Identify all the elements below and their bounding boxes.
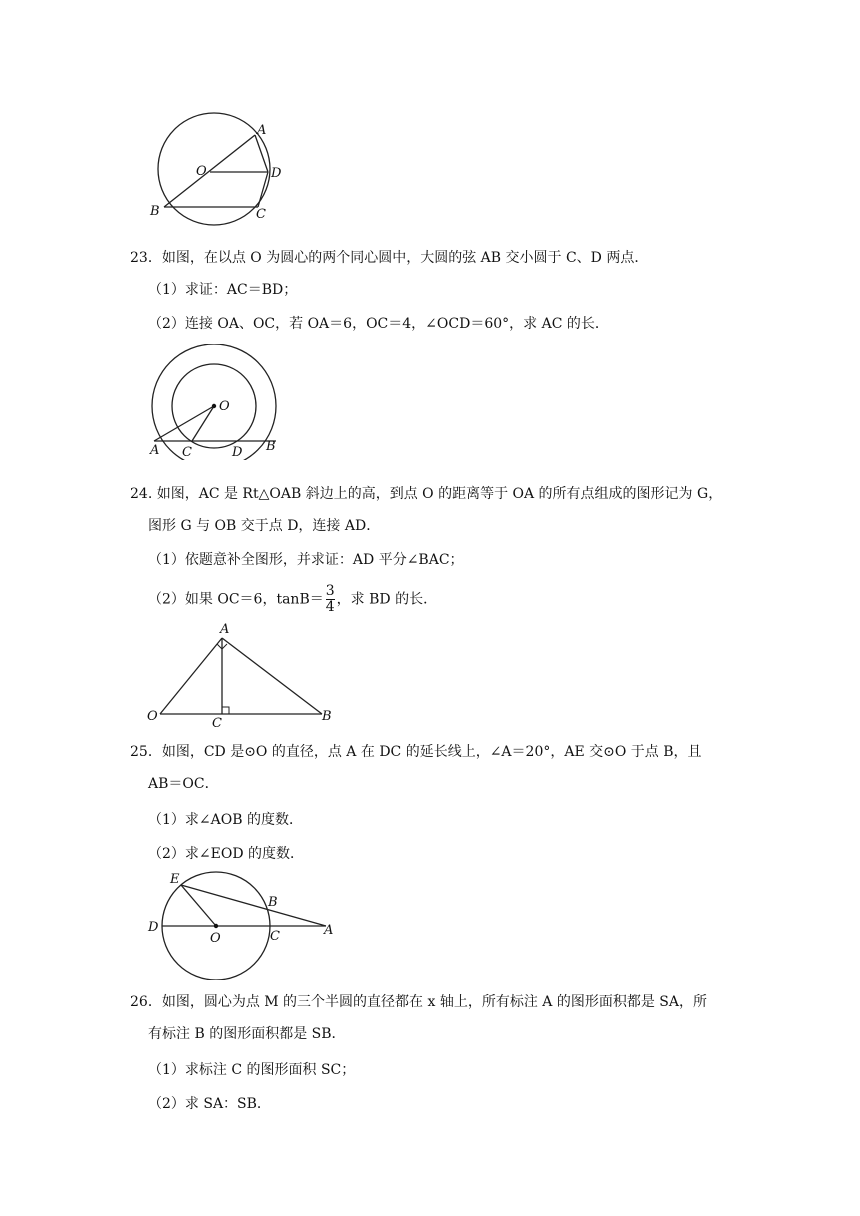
- fraction: [326, 584, 335, 615]
- label-a: A: [257, 123, 267, 138]
- label-b: B: [150, 204, 160, 219]
- label-o: O: [219, 399, 230, 414]
- figure-circle-secant: [146, 868, 340, 980]
- q24-part2-suffix: ，求 BD 的长．: [336, 591, 438, 608]
- q26-line1: 26．如图，圆心为点 M 的三个半圆的直径都在 x 轴上，所有标注 A 的图形面积都是 SA，所: [130, 994, 708, 1010]
- label-b: B: [268, 895, 278, 910]
- label-c: C: [182, 445, 192, 460]
- q23-part1: （1）求证：AC＝BD；: [148, 282, 298, 298]
- q24-part2: [148, 584, 437, 615]
- label-c: C: [212, 716, 222, 728]
- label-a: A: [150, 443, 160, 458]
- q23-part2: （2）连接 OA、OC，若 OA＝6，OC＝4，∠OCD＝60°，求 AC 的长．: [148, 316, 609, 332]
- figure-right-triangle: [146, 620, 340, 728]
- fraction-numerator: 3: [325, 583, 335, 599]
- q24-line2: 图形 G 与 OB 交于点 D，连接 AD．: [148, 518, 381, 534]
- label-a: A: [220, 622, 230, 637]
- label-a: A: [324, 923, 334, 938]
- label-d: D: [148, 920, 159, 935]
- label-c: C: [256, 207, 266, 222]
- q25-line1: 25．如图，CD 是⊙O 的直径，点 A 在 DC 的延长线上，∠A＝20°，AE 交⊙O 于点 B，且: [130, 744, 702, 760]
- q25-part1: （1）求∠AOB 的度数．: [148, 812, 303, 828]
- label-o: O: [210, 931, 221, 946]
- q26-part2: （2）求 SA：SB．: [148, 1096, 271, 1112]
- label-c: C: [270, 929, 280, 944]
- label-e: E: [170, 872, 180, 887]
- q25-line2: AB＝OC．: [148, 776, 219, 792]
- q24-line1: 24. 如图，AC 是 Rt△OAB 斜边上的高，到点 O 的距离等于 OA 的所有点组成的图形记为 G，: [130, 486, 723, 502]
- fraction-denominator: 4: [325, 599, 335, 615]
- q23-text: 23．如图，在以点 O 为圆心的两个同心圆中，大圆的弦 AB 交小圆于 C、D 两点．: [130, 250, 649, 266]
- q26-part1: （1）求标注 C 的图形面积 SC；: [148, 1062, 356, 1078]
- figure-concentric-circles: [148, 344, 284, 460]
- label-o: O: [147, 709, 158, 724]
- label-d: D: [271, 166, 282, 181]
- label-b: B: [322, 709, 332, 724]
- figure-circle-abcd: [146, 112, 282, 232]
- q24-part1: （1）依题意补全图形，并求证：AD 平分∠BAC；: [148, 552, 464, 568]
- label-o: O: [196, 164, 207, 179]
- label-d: D: [232, 445, 243, 460]
- q24-part2-prefix: （2）如果 OC＝6，tanB＝: [148, 591, 324, 608]
- q26-line2: 有标注 B 的图形面积都是 SB．: [148, 1026, 346, 1042]
- q25-part2: （2）求∠EOD 的度数．: [148, 846, 305, 862]
- label-b: B: [266, 439, 276, 454]
